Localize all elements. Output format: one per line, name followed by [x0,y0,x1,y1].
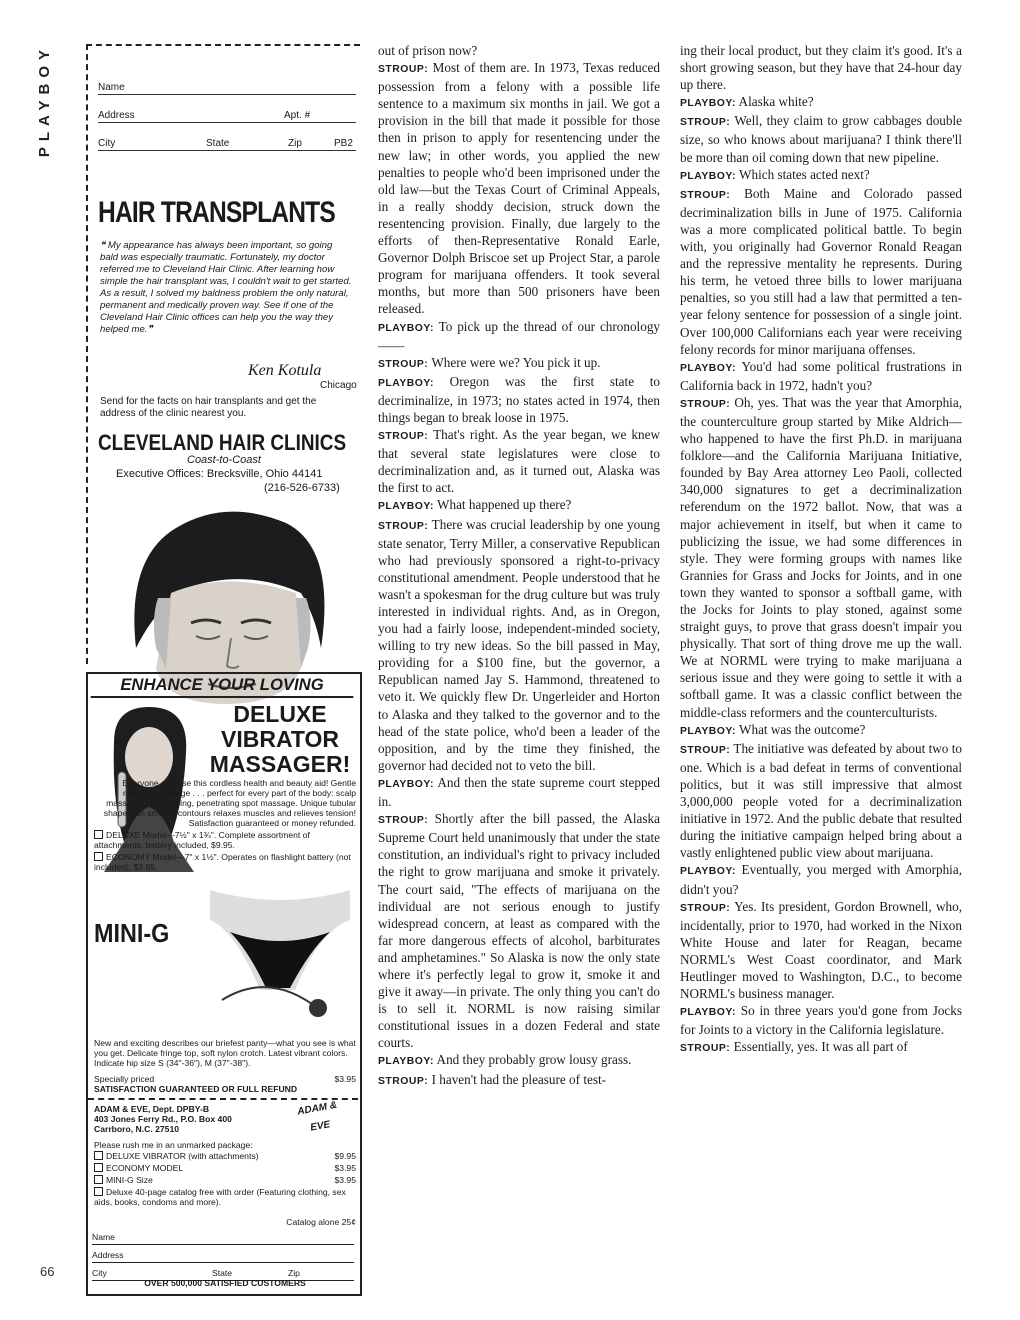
paragraph [378,774,660,810]
order-item[interactable] [94,1175,356,1185]
specially-priced-label: Specially priced [94,1074,155,1084]
speaker-label: PLAYBOY: [680,725,736,737]
phone-number: (216-526-6733) [264,482,340,494]
paragraph-text: Most of them are. In 1973, Texas reduced possession from a felony with a possible life sentence to a maximum six months in jail. We got a provision in the bill that made it possible for those then in prison to apply for resentencing under the new law; in other words, you applied the new penalties to people who'd been imprisoned under the old law—but the Texas Court of Criminal Appeals, in a really shoddy decision, struck down the resentencing provision. Finally, due largely to the efforts of then-Representative Ronald Earle, Governor Dolph Briscoe set up Project Star, a parole program for marijuana offenders. It took several months, but more than 500 prisoners have been released. [378,60,661,317]
testimonial-quote: ❝ My appearance has always been important, so going bald was especially traumatic. Fortunately, my doctor referred me to Cleveland Hair Clinic. After learning how simple the hair transplant was, I couldn't wait to get started. As a result, I solved my baldness problem the only natural, permanent and medically proven way. See if one of the Cleveland Hair Clinic offices can help you the way they helped me.❞ [100,240,352,335]
paragraph [378,810,660,1051]
order-zip-label: Zip [288,1268,300,1278]
checkbox[interactable] [94,1151,103,1160]
paragraph-text: Essentially, yes. It was all part of [733,1039,908,1055]
paragraph-text: To pick up the thread of our chronology—— [378,318,661,353]
product-title [200,702,360,777]
panty-photo [200,880,356,1030]
order-city-label: City [92,1268,107,1278]
paragraph [378,1051,660,1070]
paragraph [378,496,660,515]
speaker-label: PLAYBOY: [378,778,434,790]
option-economy-label: ECONOMY Model—7" x 1½". Operates on flashlight battery (not included), $3.95. [94,852,351,872]
product-line-1: DELUXE [233,701,327,727]
paragraph [680,42,962,93]
paragraph [378,426,660,496]
company-name: CLEVELAND HAIR CLINICS [98,430,347,455]
speaker-label: STROUP: [378,64,429,76]
address-label: Address [98,110,135,121]
speaker-label: PLAYBOY: [680,170,736,182]
paragraph-text: Which states acted next? [739,166,870,182]
order-item[interactable] [94,1151,356,1161]
paragraph [680,740,962,862]
paragraph [680,185,962,358]
speaker-label: STROUP: [378,431,429,443]
order-name-label: Name [92,1232,115,1242]
paragraph [680,1038,962,1057]
order-item[interactable] [94,1163,356,1173]
order-item-label: DELUXE VIBRATOR (with attachments) [106,1151,259,1161]
specially-priced-value: $3.95 [334,1074,356,1084]
address-line-3: Carrboro, N.C. 27510 [94,1124,180,1134]
signature: Ken Kotula [248,362,322,379]
paragraph [378,1071,660,1090]
order-item-price: $9.95 [334,1151,356,1161]
running-head: PLAYBOY [36,44,53,158]
hair-transplant-ad [86,44,360,664]
paragraph [378,59,660,317]
product-description: Everyone can use this cordless health and beauty aid! Gentle relaxing massage . . . perfect for every part of the body: scalp massage, facial toning, penetrating spot massage. Unique tubular shape with smooth contours relaxes muscles and relieves tension! Satisfaction guaranteed or money refunded. [103,778,356,828]
catalog-option[interactable] [94,1187,356,1207]
order-state-label: State [212,1268,233,1278]
paragraph [680,861,962,897]
paragraph-text: Well, they claim to grow cabbages double size, so who knows about marijuana? I think there'll be more than oil coming down that new pipeline. [680,113,962,165]
paragraph-text: Oregon was the first state to decriminalize, in 1973; no states acted in 1974, then things began to break loose in 1975. [378,373,660,425]
address-line-2: 403 Jones Ferry Rd., P.O. Box 400 [94,1114,232,1124]
speaker-label: PLAYBOY: [378,377,434,389]
paragraph [680,166,962,185]
apt-label: Apt. # [284,110,311,121]
speaker-label: STROUP: [378,815,429,827]
rush-text: Please rush me in an unmarked package: [94,1140,253,1150]
mini-g-description: New and exciting describes our briefest panty—what you see is what you get. Delicate fringe top, soft nylon crotch. Latest vibrant colors. Indicate hip size S (34"-36"), M (37"-38"). [94,1038,356,1068]
order-item-price: $3.95 [334,1163,356,1173]
option-deluxe[interactable] [94,830,356,850]
speaker-label: PLAYBOY: [378,1056,434,1068]
checkbox[interactable] [94,852,103,861]
speaker-label: PLAYBOY: [378,501,434,513]
paragraph-text: And then the state supreme court stepped in. [378,774,660,810]
paragraph-text: Shortly after the bill passed, the Alaska Supreme Court held unanimously that under the state constitution, an individual's right to privacy included the right to grow marijuana and smoke it privately. The court said, "The effects of marijuana on the individual are not serious enough to justify widespread concern, at least as compared with the far more dangerous effects of alcohol, barbiturates and amphetamines." So Alaska is now the only state where it's perfectly legal to grow it, smoke it and give it away—in private. The only thing you can't do is to sell it. NORML is now raising similar constitutional issues in a dozen Federal and state courts. [378,811,660,1051]
order-address-field[interactable] [92,1250,354,1263]
address-field[interactable] [98,108,356,123]
catalog-label: Deluxe 40-page catalog free with order (Featuring clothing, sex aids, books, condoms and more). [94,1187,346,1207]
order-address-label: Address [92,1250,124,1260]
paragraph-text: There was crucial leadership by one young state senator, Terry Miller, a conservative Republican who had previously sponsored a right-to-privacy constitutional amendment. People understood that he wasn't a spokesman for the drug culture but was truly interested in individual rights. And, as in Oregon, you had a fairly loose, independent-minded society, willing to try new ideas. So the bill passed in May, providing for a $100 fine, but the governor, a Republican named Jay S. Hammond, threatened to veto it. We quickly flew Dr. Ungerleider and Horton to Alaska and they talked to the governor and to the head of the state police, who'd been a leader of the opposition, and by the time they finished, the governor had decided not to veto the bill. [378,516,660,773]
mini-g-title: MINI-G [94,918,170,948]
speaker-label: PLAYBOY: [680,362,736,374]
paragraph-text: Alaska white? [738,94,814,110]
ad-banner: ENHANCE YOUR LOVING [91,674,354,698]
checkbox[interactable] [94,1175,103,1184]
paragraph [680,112,962,165]
speaker-label: STROUP: [680,902,731,914]
paragraph [378,516,660,774]
send-for-text: Send for the facts on hair transplants and get the address of the clinic nearest you. [100,396,317,419]
state-label: State [206,138,230,149]
paragraph [680,721,962,740]
speaker-label: STROUP: [680,117,731,129]
paragraph [378,354,660,373]
paragraph [680,394,962,721]
testimonial-city: Chicago [320,380,357,391]
speaker-label: PLAYBOY: [680,866,736,878]
city-field[interactable] [98,136,356,151]
speaker-label: STROUP: [680,189,731,201]
paragraph-text: Oh, yes. That was the year that Amorphia, the counterculture group started by Mike Aldrich—who happened to have the first Ph.D. in marijuana folklore—and the California Marijuana Initiative, founded by Bay Area attorney Leo Paoli, collected 340,000 signatures to get a decriminalization referendum on the 1972 ballot. Now, that was a major achievement in itself, but when it came to publicizing the issue, we had some differences in style. They were forming groups with names like Grannies for Grass and Jocks for Joints, and in one town they wanted to sponsor a softball game, with the Jocks for Joints to play stoned, against some straight guys, to prove that grass doesn't impair you physically. That sort of thing drove me up the wall. We at NORML were trying to make marijuana a serious issue and they were going to settle it with a softball game. It was a classic conflict between the middle-class reformers and the counterculturists. [680,394,962,720]
paragraph-text: So in three years you'd gone from Jocks for Joints to a victory in the California legislature. [680,1003,962,1038]
code-label: PB2 [334,138,353,149]
zip-label: Zip [288,138,302,149]
name-label: Name [98,82,125,93]
order-item-price: $3.95 [334,1175,356,1185]
adam-eve-ad [86,672,362,1296]
paragraph [680,1002,962,1038]
option-economy[interactable] [94,852,356,872]
coast-tagline: Coast-to-Coast [187,454,261,466]
product-line-2: VIBRATOR [221,726,339,752]
adam-eve-logo: ADAM & EVE [296,1099,338,1134]
order-name-field[interactable] [92,1232,354,1245]
speaker-label: STROUP: [378,1075,429,1087]
hair-headline: HAIR TRANSPLANTS [98,196,335,229]
paragraph-text: The initiative was defeated by about two to one. Which is a bad defeat in terms of conventional politics, but it was still impressive that almost 3,000,000 people voted for a decriminalization initiative in 1972. And the public debate that resulted during the initiative campaign helped bring about a vastly enlightened public view about marijuana. [680,740,962,861]
paragraph-text: That's right. As the year began, we knew that several state legislatures were close to decriminalization and, as it turned out, Alaska was the first to act. [378,427,660,496]
paragraph [680,93,962,112]
speaker-label: STROUP: [680,744,731,756]
speaker-label: STROUP: [680,398,731,410]
executive-offices: Executive Offices: Brecksville, Ohio 44141 [116,468,323,480]
checkbox[interactable] [94,830,103,839]
name-field[interactable] [98,80,356,95]
speaker-label: STROUP: [378,520,429,532]
speaker-label: STROUP: [680,1043,731,1055]
ad-footer: OVER 500,000 SATISFIED CUSTOMERS [144,1278,306,1288]
paragraph [680,898,962,1003]
speaker-label: PLAYBOY: [680,1007,736,1019]
page-number: 66 [40,1264,55,1279]
address-line-1: ADAM & EVE, Dept. DPBY-B [94,1104,210,1114]
paragraph-text: What happened up there? [437,497,572,513]
city-label: City [98,138,116,149]
paragraph-text: ing their local product, but they claim it's good. It's a short growing season, but they have that 24-hour day up there. [680,43,962,93]
paragraph [378,318,660,354]
catalog-price: Catalog alone 25¢ [286,1217,356,1227]
speaker-label: PLAYBOY: [680,98,736,110]
paragraph-text: And they probably grow lousy grass. [436,1052,632,1068]
article-column-1 [378,42,660,1090]
order-item-label: ECONOMY MODEL [106,1163,184,1173]
paragraph-text: Where were we? You pick it up. [431,354,601,370]
paragraph-text: Eventually, you merged with Amorphia, didn't you? [680,862,962,897]
specially-priced [94,1074,356,1084]
option-deluxe-label: DELUXE Model—7½" x 1¾". Complete assortment of attachments, battery included, $9.95. [94,830,310,850]
paragraph [378,42,660,59]
paragraph-text: Both Maine and Colorado passed decriminalization bills in June of 1975. California was a more complicated political battle. To begin with, you originally had Governor Ronald Reagan and the repressive mentality he represents. During his term, he vetoed three bills to lower marijuana penalties, so you still had a law that permitted a ten-year felony sentence for possession of a single joint. Over 100,000 Californians each year were receiving felony records for minor marijuana offenses. [680,185,962,357]
paragraph [378,373,660,426]
paragraph-text: You'd had some political frustrations in California back in 1972, hadn't you? [680,358,962,393]
checkbox[interactable] [94,1187,103,1196]
paragraph-text: I haven't had the pleasure of test- [431,1071,607,1087]
product-line-3: MASSAGER! [209,751,351,777]
speaker-label: PLAYBOY: [378,322,434,334]
order-item-label: MINI-G Size [106,1175,153,1185]
guarantee: SATISFACTION GUARANTEED OR FULL REFUND [94,1084,298,1094]
speaker-label: STROUP: [378,358,429,370]
paragraph [680,358,962,394]
paragraph-text: What was the outcome? [739,721,866,737]
paragraph-text: out of prison now? [378,43,478,58]
paragraph-text: Yes. Its president, Gordon Brownell, who, incidentally, prior to 1970, had worked in the Nixon White House and later for Reagan, became NORML's West Coast coordinator, and Mark Heutlinger moved to Washington, D.C., to become NORML's business manager. [680,898,963,1002]
checkbox[interactable] [94,1163,103,1172]
article-column-2 [680,42,962,1057]
